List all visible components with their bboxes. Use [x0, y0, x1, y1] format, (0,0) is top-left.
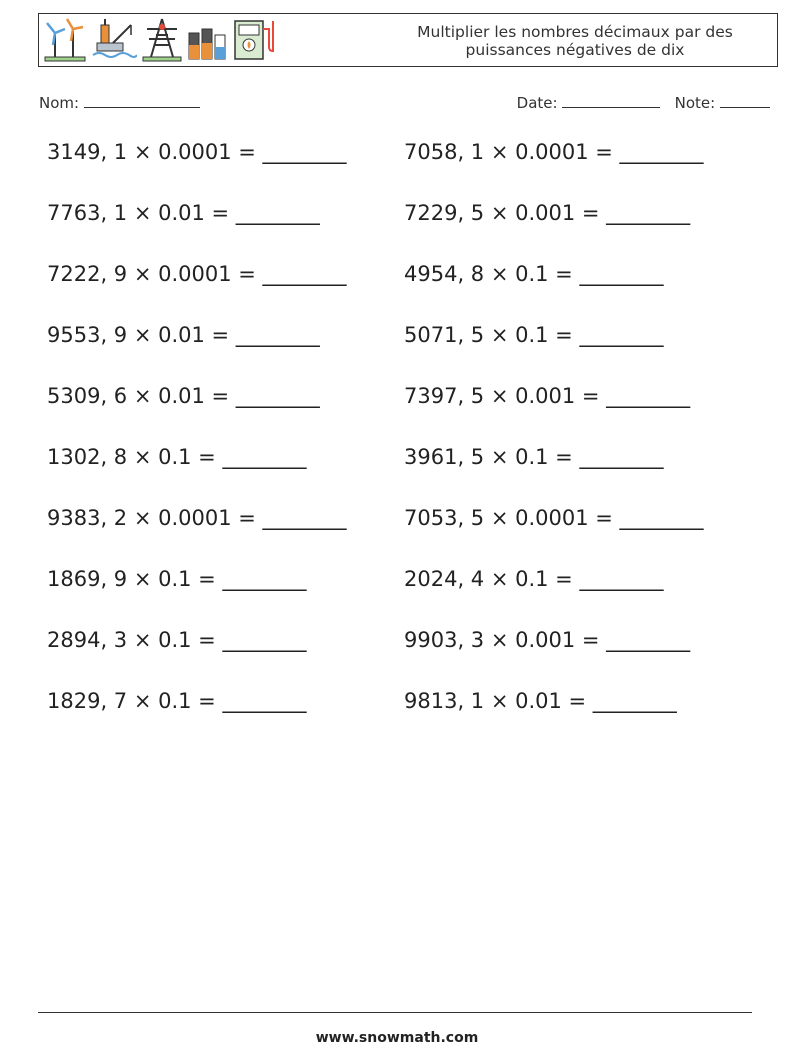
name-field	[39, 94, 200, 112]
footer-url: www.snowmath.com	[315, 1030, 479, 1046]
worksheet-header	[38, 13, 778, 67]
problem-left: 1829, 7 × 0.1 = ________	[47, 689, 307, 713]
problem-row	[0, 323, 794, 363]
power-pylon-icon	[141, 17, 183, 63]
problem-right: 7229, 5 × 0.001 = ________	[404, 201, 691, 225]
title-line-1: Multiplier les nombres décimaux par des	[417, 23, 733, 41]
problem-right: 7397, 5 × 0.001 = ________	[404, 384, 691, 408]
problem-left: 1302, 8 × 0.1 = ________	[47, 445, 307, 469]
problem-right: 2024, 4 × 0.1 = ________	[404, 567, 664, 591]
name-label: Nom:	[39, 94, 80, 112]
problem-row	[0, 628, 794, 668]
name-blank[interactable]	[84, 94, 200, 108]
problem-right: 5071, 5 × 0.1 = ________	[404, 323, 664, 347]
problem-left: 9383, 2 × 0.0001 = ________	[47, 506, 347, 530]
fuel-pump-icon	[231, 17, 277, 63]
note-label: Note:	[674, 94, 716, 112]
problem-right: 7053, 5 × 0.0001 = ________	[404, 506, 704, 530]
oil-rig-icon	[91, 17, 137, 63]
problem-left: 5309, 6 × 0.01 = ________	[47, 384, 320, 408]
battery-icon	[187, 17, 227, 63]
problem-left: 7763, 1 × 0.01 = ________	[47, 201, 320, 225]
footer-divider	[38, 1012, 752, 1013]
problem-row	[0, 445, 794, 485]
problem-row	[0, 567, 794, 607]
worksheet-title	[385, 23, 765, 59]
problem-right: 9903, 3 × 0.001 = ________	[404, 628, 691, 652]
date-note-fields	[517, 94, 770, 112]
problem-right: 7058, 1 × 0.0001 = ________	[404, 140, 704, 164]
problem-left: 7222, 9 × 0.0001 = ________	[47, 262, 347, 286]
problem-row	[0, 689, 794, 729]
problem-left: 9553, 9 × 0.01 = ________	[47, 323, 320, 347]
title-line-2: puissances négatives de dix	[465, 41, 685, 59]
problem-right: 3961, 5 × 0.1 = ________	[404, 445, 664, 469]
header-icons	[43, 17, 277, 63]
problem-right: 4954, 8 × 0.1 = ________	[404, 262, 664, 286]
date-label: Date:	[516, 94, 558, 112]
wind-turbine-icon	[43, 17, 87, 63]
problem-left: 1869, 9 × 0.1 = ________	[47, 567, 307, 591]
problem-left: 2894, 3 × 0.1 = ________	[47, 628, 307, 652]
problem-row	[0, 262, 794, 302]
date-blank[interactable]	[562, 94, 660, 108]
problem-left: 3149, 1 × 0.0001 = ________	[47, 140, 347, 164]
problem-row	[0, 201, 794, 241]
note-blank[interactable]	[720, 94, 770, 108]
problem-row	[0, 140, 794, 180]
problem-right: 9813, 1 × 0.01 = ________	[404, 689, 677, 713]
problem-row	[0, 506, 794, 546]
problem-row	[0, 384, 794, 424]
